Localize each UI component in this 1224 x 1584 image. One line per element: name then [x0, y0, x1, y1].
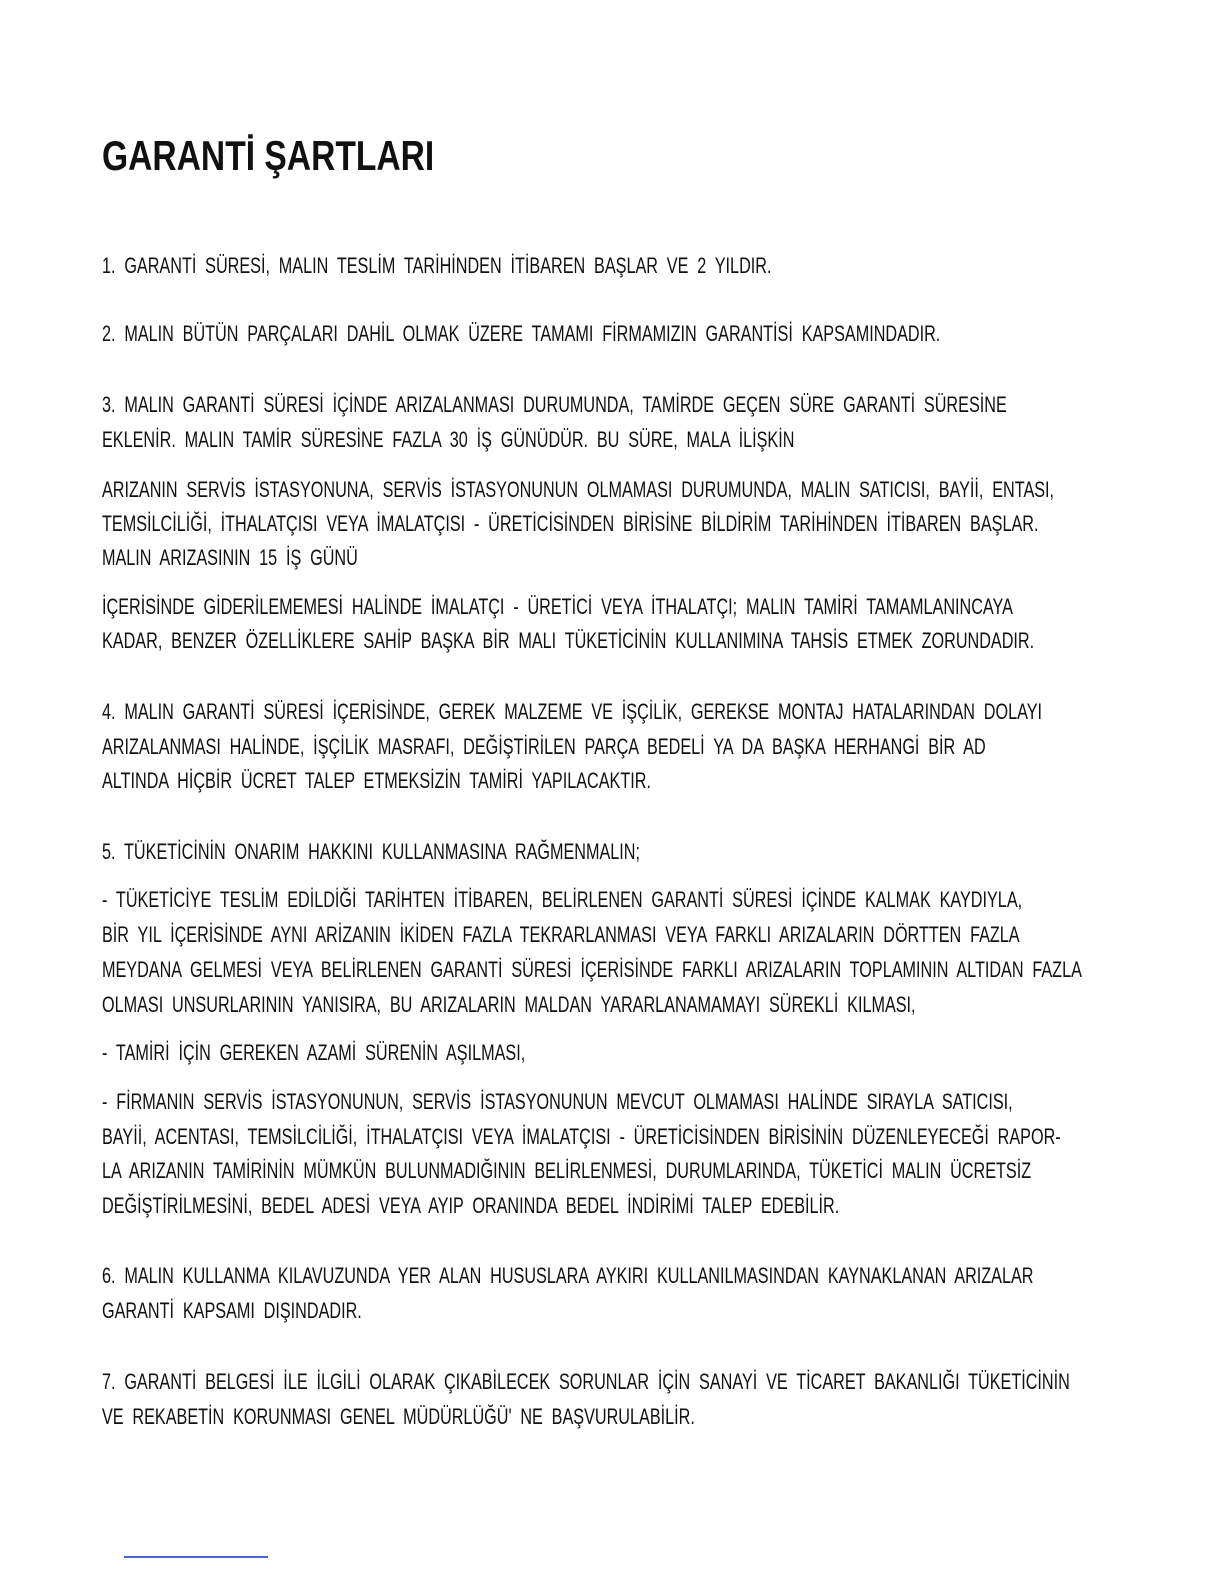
- item-6-line-1: 6. MALIN KULLANMA KILAVUZUNDA YER ALAN HUSUSLARA AYKIRI KULLANILMASINDAN KAYNAKLANAN ARIZALAR: [102, 1263, 1034, 1288]
- item-5-line-4: MEYDANA GELMESİ VEYA BELİRLENEN GARANTİ SÜRESİ İÇERİSİNDE FARKLI ARIZALARIN TOPLAMININ ALTIDAN FAZLA: [102, 957, 1082, 982]
- item-7-line-2: VE REKABETİN KORUNMASI GENEL MÜDÜRLÜĞÜ' NE BAŞVURULABİLİR.: [102, 1404, 695, 1429]
- item-2-line-1: 2. MALIN BÜTÜN PARÇALARI DAHİL OLMAK ÜZERE TAMAMI FİRMAMIZIN GARANTİSİ KAPSAMINDADIR.: [102, 321, 941, 346]
- item-5-line-3: BİR YIL İÇERİSİNDE AYNI ARİZANIN İKİDEN FAZLA TEKRARLANMASI VEYA FARKLI ARIZALARIN DÖRTTEN FAZLA: [102, 922, 1020, 947]
- item-3-line-6: İÇERİSİNDE GİDERİLEMEMESİ HALİNDE İMALATÇI - ÜRETİCİ VEYA İTHALATÇI; MALIN TAMİRİ TAMAMLANINCAYA: [102, 594, 1013, 619]
- footer-rule: [124, 1556, 268, 1558]
- item-3-line-2: EKLENİR. MALIN TAMİR SÜRESİNE FAZLA 30 İŞ GÜNÜDÜR. BU SÜRE, MALA İLİŞKİN: [102, 427, 795, 452]
- item-4-line-2: ARIZALANMASI HALİNDE, İŞÇİLİK MASRAFI, DEĞİŞTİRİLEN PARÇA BEDELİ YA DA BAŞKA HERHANGİ BİR AD: [102, 734, 986, 759]
- page-title: GARANTİ ŞARTLARI: [102, 132, 435, 179]
- item-5-line-6: - TAMİRİ İÇİN GEREKEN AZAMİ SÜRENİN AŞILMASI,: [102, 1040, 526, 1065]
- item-4-line-1: 4. MALIN GARANTİ SÜRESİ İÇERİSİNDE, GEREK MALZEME VE İŞÇİLİK, GEREKSE MONTAJ HATALARINDAN DOLAYI: [102, 699, 1043, 724]
- item-5-line-5: OLMASI UNSURLARININ YANISIRA, BU ARIZALARIN MALDAN YARARLANAMAMAYI SÜREKLİ KILMASI,: [102, 992, 916, 1017]
- item-5-line-8: BAYİİ, ACENTASI, TEMSİLCİLİĞİ, İTHALATÇISI VEYA İMALATÇISI - ÜRETİCİSİNDEN BİRİSİNİN DÜZENLEYECEĞİ RAPOR-: [102, 1124, 1061, 1149]
- item-3-line-7: KADAR, BENZER ÖZELLİKLERE SAHİP BAŞKA BİR MALI TÜKETİCİNİN KULLANIMINA TAHSİS ETMEK ZORUNDADIR.: [102, 628, 1035, 653]
- item-4-line-3: ALTINDA HİÇBİR ÜCRET TALEP ETMEKSİZİN TAMİRİ YAPILACAKTIR.: [102, 768, 651, 793]
- item-5-line-2: - TÜKETİCİYE TESLİM EDİLDİĞİ TARİHTEN İTİBAREN, BELİRLENEN GARANTİ SÜRESİ İÇİNDE KALMAK KAYDIYLA,: [102, 887, 1023, 912]
- item-5-line-1: 5. TÜKETİCİNİN ONARIM HAKKINI KULLANMASINA RAĞMENMALIN;: [102, 839, 641, 864]
- item-3-line-4: TEMSİLCİLİĞİ, İTHALATÇISI VEYA İMALATÇISI - ÜRETİCİSİNDEN BİRİSİNE BİLDİRİM TARİHİNDEN İTİBAREN BAŞLAR.: [102, 511, 1039, 536]
- item-5-line-7: - FİRMANIN SERVİS İSTASYONUNUN, SERVİS İSTASYONUNUN MEVCUT OLMAMASI HALİNDE SIRAYLA SATICISI,: [102, 1089, 1013, 1114]
- item-5-line-10: DEĞİŞTİRİLMESİNİ, BEDEL ADESİ VEYA AYIP ORANINDA BEDEL İNDİRİMİ TALEP EDEBİLİR.: [102, 1193, 840, 1218]
- item-3-line-5: MALIN ARIZASININ 15 İŞ GÜNÜ: [102, 545, 358, 570]
- item-3-line-3: ARIZANIN SERVİS İSTASYONUNA, SERVİS İSTASYONUNUN OLMAMASI DURUMUNDA, MALIN SATICISI, BAYİİ, ENTASI,: [102, 477, 1055, 502]
- item-5-line-9: LA ARIZANIN TAMİRİNİN MÜMKÜN BULUNMADIĞININ BELİRLENMESİ, DURUMLARINDA, TÜKETİCİ MALIN ÜCRETSİZ: [102, 1158, 1032, 1183]
- item-6-line-2: GARANTİ KAPSAMI DIŞINDADIR.: [102, 1298, 362, 1323]
- item-3-line-1: 3. MALIN GARANTİ SÜRESİ İÇİNDE ARIZALANMASI DURUMUNDA, TAMİRDE GEÇEN SÜRE GARANTİ SÜRESİNE: [102, 392, 1007, 417]
- item-7-line-1: 7. GARANTİ BELGESİ İLE İLGİLİ OLARAK ÇIKABİLECEK SORUNLAR İÇİN SANAYİ VE TİCARET BAKANLIĞI TÜKETİCİNİN: [102, 1369, 1070, 1394]
- item-1-line-1: 1. GARANTİ SÜRESİ, MALIN TESLİM TARİHİNDEN İTİBAREN BAŞLAR VE 2 YILDIR.: [102, 253, 772, 278]
